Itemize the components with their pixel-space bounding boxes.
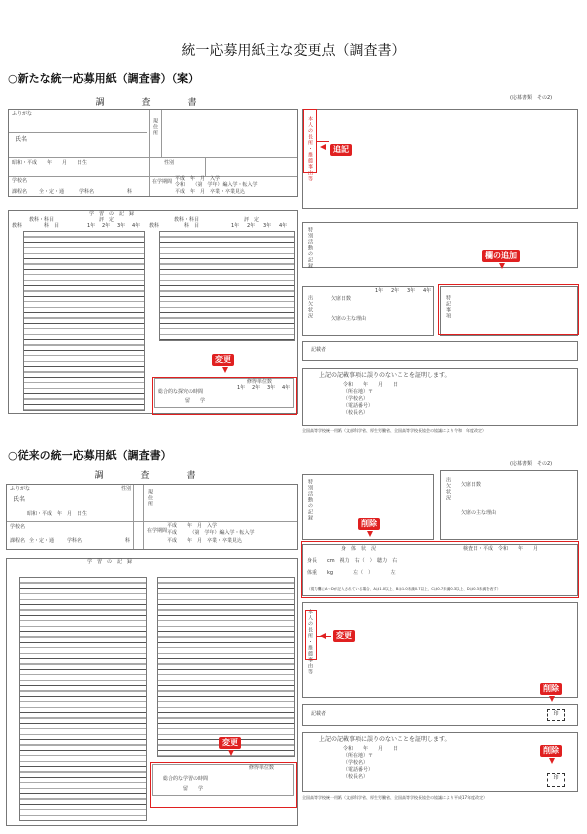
new-birth-label: 昭和・平成 年 月 日生 (12, 160, 88, 166)
new-self-pr-label: 本人の長所・推薦事由等 (307, 116, 313, 182)
page-title: 統一応募用紙主な変更点（調査書） (181, 43, 406, 59)
old-form-number: (応募書類 その2) (510, 461, 553, 467)
old-cert-box (302, 732, 578, 792)
new-col-kyoka: 教科 (12, 223, 23, 229)
old-cert-field-3: （電話番号） (343, 767, 374, 773)
new-study-label: 留 学 (185, 398, 206, 404)
new-credit-grade-3: 3年 (267, 385, 276, 391)
old-study-label: 留 学 (183, 786, 204, 792)
old-footer: 全国高等学校統一用紙（文部科学省、厚生労働省、全国高等学校長協会の協議により平成17年度改定） (302, 795, 488, 800)
new-grade-3: 3年 (117, 223, 126, 229)
old-self-pr-change-highlight (305, 610, 317, 660)
old-cert-date: 令和 年 月 日 (343, 746, 399, 752)
new-subject-head-left: 教科・科目 (29, 217, 55, 223)
old-records-title: 学 習 の 記 録 (87, 559, 133, 565)
old-self-pr-label: 本人の長所・推薦事由等 (307, 609, 313, 675)
new-rows-left (23, 231, 145, 411)
new-cert-field-1: （所在地）〒 (343, 389, 374, 395)
old-rows-right (157, 577, 295, 757)
old-self-pr-arrow-icon (320, 633, 326, 639)
new-records-title: 学 習 の 記 録 (89, 211, 135, 217)
old-rows-left (19, 577, 147, 821)
new-course-types: 全・定・通 (39, 189, 65, 195)
new-grade-1-r: 1年 (231, 223, 240, 229)
new-entry2-text: 令和 （第 学年）編入学・転入学 (175, 182, 258, 188)
new-address-label: 現住所 (152, 118, 158, 136)
old-cert-seal-icon: 印 (547, 773, 565, 787)
new-change-tag: 変更 (212, 354, 234, 366)
new-credits-label: 修得単位数 (247, 379, 273, 385)
old-delete-tag-physical: 削除 (358, 518, 380, 530)
new-inquiry-label: 総合的な探究の時間 (158, 389, 204, 395)
old-recorder-label: 記載者 (311, 711, 327, 717)
new-credit-grade-1: 1年 (237, 385, 246, 391)
old-course-types: 全・定・通 (29, 538, 55, 544)
new-col-kamoku: 科 目 (44, 223, 60, 229)
new-addition-tag: 追記 (330, 144, 352, 156)
new-furigana-label: ふりがな (12, 111, 33, 117)
new-subject-head-right: 教科・科目 (174, 217, 200, 223)
new-grade-2-r: 2年 (247, 223, 256, 229)
new-rating-head-right: 評 定 (244, 217, 260, 223)
new-gender-label: 性別 (164, 160, 175, 166)
old-physical-label: 身 体 状 況 (341, 546, 377, 552)
new-grade-1: 1年 (87, 223, 96, 229)
old-entry2-text: 平成 （第 学年）編入学・転入学 (167, 530, 255, 536)
new-cert-field-3: （電話番号） (343, 403, 374, 409)
new-cert-field-4: （校長名） (343, 410, 369, 416)
new-absent-reason-label: 欠席の主な理由 (331, 316, 367, 322)
new-rating-head-left: 評 定 (99, 217, 115, 223)
new-course-label: 課程名 (12, 189, 28, 195)
old-dept-label: 学科名 (67, 538, 83, 544)
old-physical-delete-highlight (301, 541, 579, 598)
old-self-pr-change-tag: 変更 (333, 630, 355, 642)
new-period-label: 在学期間 (152, 179, 173, 185)
old-birth-label: 昭和・平成 年 月 日生 (27, 511, 88, 517)
old-course-label: 課程名 (10, 538, 26, 544)
new-form-heading: 調 査 書 (95, 98, 211, 108)
new-entry-text: 平成 年 月 入学 (175, 176, 221, 182)
new-self-pr-box (302, 109, 578, 209)
new-cert-field-2: （学校名） (343, 396, 369, 402)
old-delete-tag-recorder-seal: 削除 (540, 683, 562, 695)
new-credit-grade-2: 2年 (252, 385, 261, 391)
new-cert-text: 上記の記載事項に誤りのないことを証明します。 (319, 372, 451, 379)
new-att-grade-4: 4年 (423, 288, 432, 294)
old-furigana-label: ふりがな (10, 486, 31, 492)
new-field-added-highlight (438, 284, 579, 335)
new-notes-label: 特記事項 (445, 295, 451, 319)
old-period-label: 在学期間 (147, 528, 168, 534)
old-recorder-box (302, 704, 578, 726)
new-recorder-box (302, 341, 578, 361)
new-special-activities-box (302, 222, 578, 268)
new-att-grade-1: 1年 (375, 288, 384, 294)
old-address-label: 現住所 (147, 489, 153, 507)
old-inquiry-label: 総合的な学習の時間 (163, 776, 209, 782)
old-physical-date: 検査日・平成 令和 年 月 (463, 546, 539, 552)
new-absent-days-label: 欠席日数 (331, 296, 352, 302)
new-field-added-tag: 欄の追加 (482, 250, 520, 262)
old-grad-text: 平成 年 月 卒業・卒業見込 (167, 538, 243, 544)
new-name-label: 氏名 (15, 136, 28, 143)
new-credit-grade-4: 4年 (282, 385, 291, 391)
old-change-tag: 変更 (219, 737, 241, 749)
old-form-right-sheet (300, 462, 580, 826)
old-change-highlight (150, 762, 297, 808)
new-cert-date: 令和 年 月 日 (343, 382, 399, 388)
new-field-added-arrow-icon (499, 263, 505, 269)
new-form-right-sheet (300, 86, 580, 436)
old-credits-label: 修得単位数 (249, 765, 275, 771)
new-rows-right (159, 231, 295, 341)
old-delete-arrow-cert-icon (549, 758, 555, 764)
new-dept-suffix: 科 (127, 189, 133, 195)
old-cert-text: 上記の記載事項に誤りのないことを証明します。 (319, 736, 451, 743)
new-form-left-sheet (8, 86, 298, 426)
old-physical-note: （視力欄にA～Dが記入されている場合、Aは1.0以上、Bは1.0未満0.7以上、Cは0.7未満0.3以上、Dは0.3未満を表す） (307, 587, 501, 591)
new-grade-3-r: 3年 (263, 223, 272, 229)
old-delete-tag-cert-seal: 削除 (540, 745, 562, 757)
new-att-grade-3: 3年 (407, 288, 416, 294)
new-form-number: (応募書類 その2) (510, 95, 553, 101)
old-name-label: 氏名 (13, 496, 26, 503)
new-dept-label: 学科名 (79, 189, 95, 195)
new-change-arrow-icon (222, 367, 228, 373)
old-absent-reason-label: 欠席の主な理由 (461, 510, 497, 516)
new-grade-4-r: 4年 (279, 223, 288, 229)
new-addition-arrow-icon (320, 144, 326, 150)
old-school-label: 学校名 (10, 524, 26, 530)
old-gender-label: 性別 (121, 486, 132, 492)
old-physical-row-2: 体重 kg 左（ ） 左 (307, 570, 396, 576)
old-delete-arrow-physical-icon (367, 531, 373, 537)
old-form-heading: 調 査 書 (94, 471, 210, 481)
new-col-kamoku-r: 科 目 (184, 223, 200, 229)
old-change-arrow-icon (228, 750, 234, 756)
new-attendance-box (302, 286, 434, 336)
new-addition-connector (317, 141, 329, 142)
old-dept-suffix: 科 (125, 538, 131, 544)
new-personal-info-box (8, 109, 298, 197)
old-absent-days-label: 欠席日数 (461, 482, 482, 488)
old-delete-arrow-recorder-icon (549, 696, 555, 702)
new-addition-highlight (303, 109, 317, 173)
section-heading-new: ○新たな統一応募用紙（調査書）（案） (8, 72, 200, 85)
new-school-label: 学校名 (12, 178, 28, 184)
old-self-pr-box (302, 602, 578, 698)
section-heading-old: ○従来の統一応募用紙（調査書） (8, 449, 172, 462)
old-entry-text: 平成 年 月 入学 (167, 523, 218, 529)
new-grade-4: 4年 (132, 223, 141, 229)
new-att-grade-2: 2年 (391, 288, 400, 294)
new-footer: 全国高等学校統一用紙（文部科学省、厚生労働省、全国高等学校長協会の協議により令和 年度改定） (302, 428, 486, 433)
old-physical-row-1: 身長 cm 視力 右（ ） 聴力 右 (307, 558, 398, 564)
old-personal-info-box (6, 484, 298, 550)
new-grad-text: 平成 年 月 卒業・卒業見込 (175, 189, 246, 195)
new-special-activities-label: 特別活動の記録 (307, 227, 313, 269)
new-col-kyoka-r: 教科 (149, 223, 160, 229)
old-special-activities-label: 特別活動の記録 (307, 479, 313, 521)
old-recorder-seal-icon: 印 (547, 709, 565, 721)
new-attendance-label: 出欠状況 (307, 295, 313, 319)
old-attendance-box (440, 470, 578, 540)
old-cert-field-1: （所在地）〒 (343, 753, 374, 759)
old-cert-field-2: （学校名） (343, 760, 369, 766)
old-cert-field-4: （校長名） (343, 774, 369, 780)
old-attendance-label: 出欠状況 (445, 477, 451, 501)
new-recorder-label: 記載者 (311, 347, 327, 353)
new-change-highlight (152, 377, 297, 415)
new-grade-2: 2年 (102, 223, 111, 229)
new-cert-box (302, 368, 578, 426)
